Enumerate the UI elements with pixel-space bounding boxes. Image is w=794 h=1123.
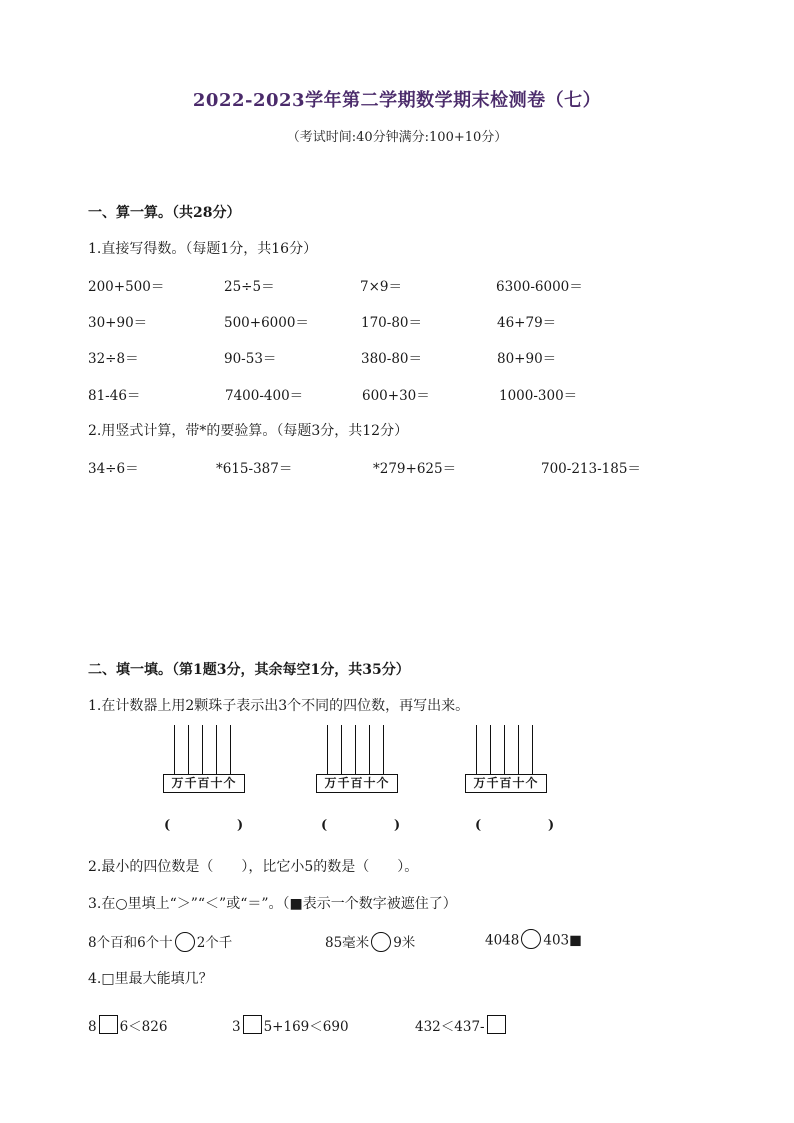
compare-item bbox=[88, 931, 232, 954]
math-item: 80+90＝ bbox=[497, 351, 557, 367]
fill-box-item bbox=[88, 1015, 167, 1037]
abacus-label: 万千百十个 bbox=[316, 774, 398, 793]
answer-paren-close: ) bbox=[394, 818, 401, 833]
abacus-label: 万千百十个 bbox=[465, 774, 547, 793]
math-item: 7×9＝ bbox=[360, 279, 402, 295]
compare-circle[interactable] bbox=[521, 929, 541, 949]
abacus-counter bbox=[465, 725, 547, 795]
q2-prompt: 2.用竖式计算，带*的要验算。（每题3分，共12分） bbox=[88, 423, 409, 439]
compare-right: 9米 bbox=[393, 935, 416, 951]
fill-box[interactable] bbox=[99, 1015, 118, 1034]
fill-before: 3 bbox=[232, 1019, 241, 1035]
fill-box-item bbox=[415, 1015, 508, 1037]
compare-right: 403■ bbox=[543, 932, 582, 949]
compare-item bbox=[485, 931, 582, 951]
fill-before: 432＜437- bbox=[415, 1019, 485, 1035]
calc-item: *279+625＝ bbox=[373, 461, 457, 477]
abacus-counter bbox=[163, 725, 245, 795]
math-item: 500+6000＝ bbox=[224, 315, 309, 331]
math-item: 90-53＝ bbox=[224, 351, 277, 367]
math-item: 25÷5＝ bbox=[224, 279, 275, 295]
max-digit-prompt: 4.□里最大能填几？ bbox=[88, 971, 213, 987]
math-item: 30+90＝ bbox=[88, 315, 148, 331]
math-item: 200+500＝ bbox=[88, 279, 165, 295]
abacus-counter bbox=[316, 725, 398, 795]
fill-box-item bbox=[232, 1015, 349, 1037]
answer-paren-open: ( bbox=[475, 818, 482, 833]
math-item: 6300-6000＝ bbox=[496, 279, 583, 295]
fill-after: 5+169＜690 bbox=[263, 1019, 349, 1035]
math-item: 32÷8＝ bbox=[88, 351, 139, 367]
compare-circle[interactable] bbox=[175, 932, 195, 952]
math-item: 600+30＝ bbox=[362, 388, 430, 404]
compare-circle[interactable] bbox=[371, 932, 391, 952]
math-item: 7400-400＝ bbox=[225, 388, 304, 404]
math-item: 46+79＝ bbox=[497, 315, 557, 331]
math-item: 81-46＝ bbox=[88, 388, 141, 404]
q1-prompt: 1.直接写得数。（每题1分，共16分） bbox=[88, 241, 318, 257]
section-2-heading: 二、填一填。（第1题3分，其余每空1分，共35分） bbox=[88, 662, 410, 678]
compare-left: 4048 bbox=[485, 932, 520, 949]
fill-box[interactable] bbox=[487, 1015, 506, 1034]
math-item: 380-80＝ bbox=[361, 351, 423, 367]
fill-before: 8 bbox=[88, 1019, 97, 1035]
math-item: 170-80＝ bbox=[361, 315, 423, 331]
math-item: 1000-300＝ bbox=[499, 388, 578, 404]
compare-right: 2个千 bbox=[196, 935, 233, 951]
smallest-number-question: 2.最小的四位数是（ ），比它小5的数是（ ）。 bbox=[88, 859, 419, 875]
abacus-prompt: 1.在计数器上用2颗珠子表示出3个不同的四位数，再写出来。 bbox=[88, 698, 470, 714]
page-title: 2022-2023学年第二学期数学期末检测卷（七） bbox=[192, 90, 602, 111]
compare-left: 8个百和6个十 bbox=[88, 935, 173, 951]
compare-item bbox=[325, 931, 415, 954]
answer-paren-close: ) bbox=[548, 818, 555, 833]
answer-paren-open: ( bbox=[164, 818, 171, 833]
compare-left: 85毫米 bbox=[325, 935, 370, 951]
answer-paren-close: ) bbox=[237, 818, 244, 833]
exam-info: （考试时间:40分钟满分:100+10分） bbox=[286, 130, 508, 145]
fill-box[interactable] bbox=[243, 1015, 262, 1034]
section-1-heading: 一、算一算。（共28分） bbox=[88, 205, 241, 221]
calc-item: 34÷6＝ bbox=[88, 461, 139, 477]
calc-item: 700-213-185＝ bbox=[541, 461, 641, 477]
calc-item: *615-387＝ bbox=[216, 461, 293, 477]
compare-prompt: 3.在○里填上“＞”“＜”或“＝”。（■表示一个数字被遮住了） bbox=[88, 896, 457, 912]
abacus-label: 万千百十个 bbox=[163, 774, 245, 793]
answer-paren-open: ( bbox=[321, 818, 328, 833]
fill-after: 6＜826 bbox=[119, 1019, 168, 1035]
